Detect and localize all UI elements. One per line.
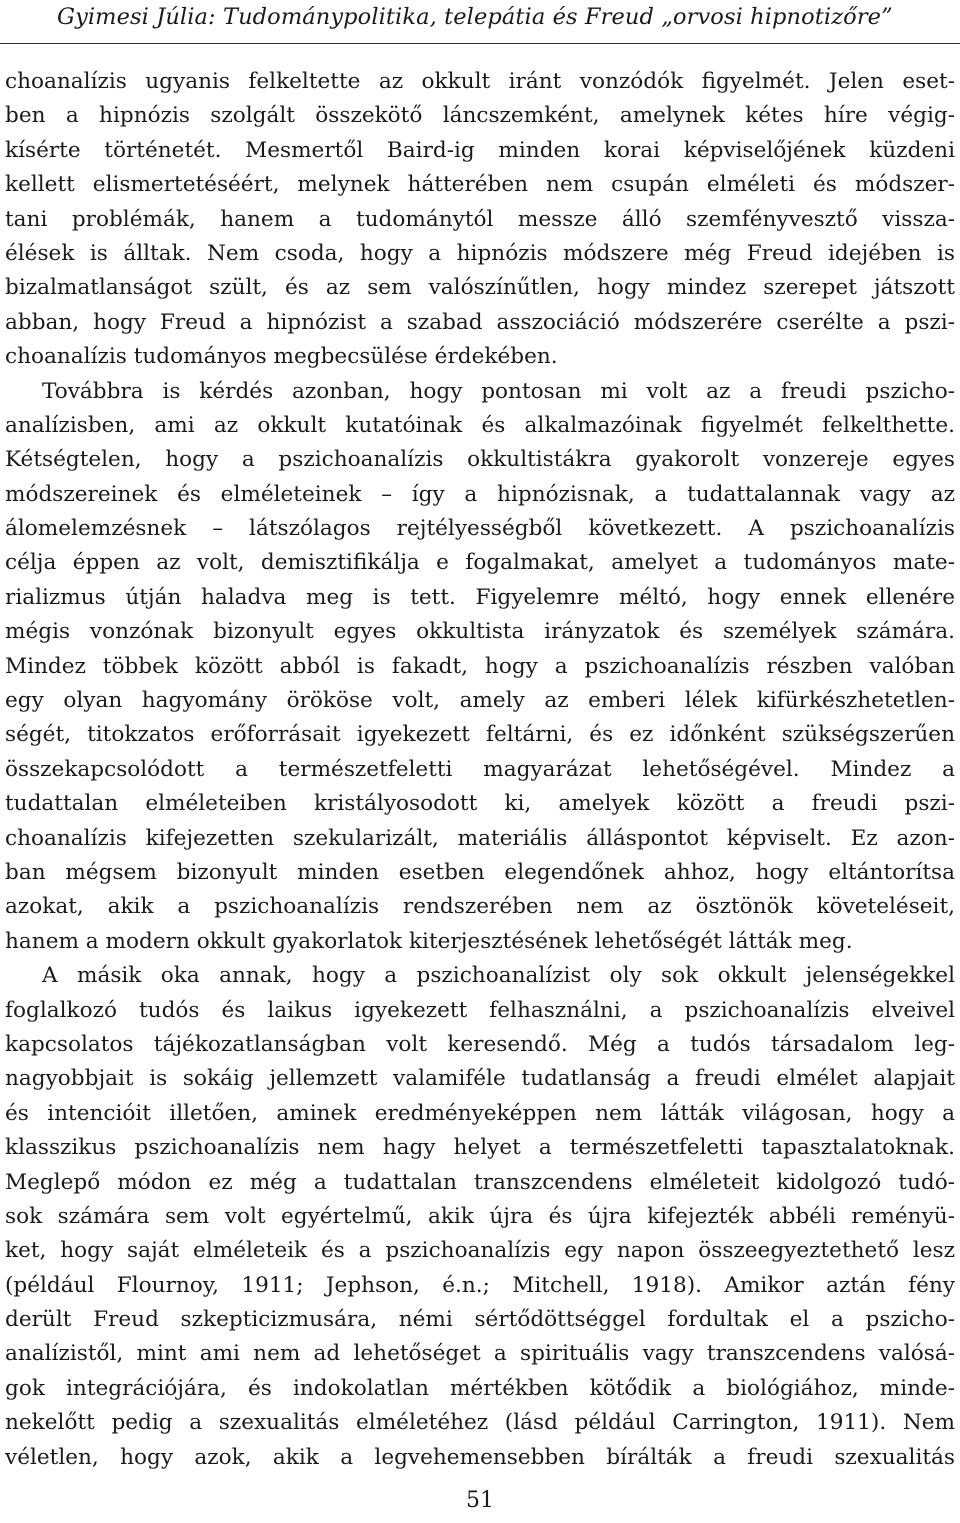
running-header — [0, 0, 960, 44]
text-line: kísérte történetét. Mesmertől Baird-ig minden korai képviselőjének küzdeni — [5, 137, 955, 163]
body-text — [5, 65, 955, 1475]
text-line: abban, hogy Freud a hipnózist a szabad asszociáció módszerére cserélte a pszi- — [5, 309, 955, 335]
text-line: gok integrációjára, és indokolatlan mértékben kötődik a biológiához, minde- — [5, 1375, 955, 1401]
text-line: álomelemzésnek – látszólagos rejtélyességből következett. A pszichoanalízis — [5, 516, 955, 542]
text-line: egy olyan hagyomány örököse volt, amely az emberi lélek kifürkészhetetlen- — [5, 688, 955, 714]
text-line: sok számára sem volt egyértelmű, akik újra és újra kifejezték abbéli reményü- — [5, 1203, 955, 1229]
text-line: nekelőtt pedig a szexualitás elméletéhez (lásd például Carrington, 1911). Nem — [5, 1410, 955, 1436]
text-line: derült Freud szkepticizmusára, némi sértődöttséggel fordultak el a pszicho- — [5, 1307, 955, 1333]
text-line: kapcsolatos tájékozatlanságban volt keresendő. Még a tudós társadalom leg- — [5, 1031, 955, 1057]
text-line: azokat, akik a pszichoanalízis rendszerében nem az ösztönök követeléseit, — [5, 894, 955, 920]
text-line: choanalízis tudományos megbecsülése érdekében. — [5, 344, 558, 370]
text-line: A másik oka annak, hogy a pszichoanalízist oly sok okkult jelenségekkel — [42, 963, 955, 989]
text-line: ben a hipnózis szolgált összekötő láncszemként, amelynek kétes híre végig- — [5, 103, 955, 129]
text-line: mégis vonzónak bizonyult egyes okkultista irányzatok és személyek számára. — [5, 619, 955, 645]
text-line: Kétségtelen, hogy a pszichoanalízis okkultistákra gyakorolt vonzereje egyes — [5, 447, 955, 473]
text-line: összekapcsolódott a természetfeletti magyarázat lehetőségével. Mindez a — [5, 756, 955, 782]
text-line: Meglepő módon ez még a tudattalan transzcendens elméleteit kidolgozó tudó- — [5, 1169, 955, 1195]
text-line: (például Flournoy, 1911; Jephson, é.n.; Mitchell, 1918). Amikor aztán fény — [5, 1272, 955, 1298]
text-line: foglalkozó tudós és laikus igyekezett felhasználni, a pszichoanalízis elveivel — [5, 997, 955, 1023]
text-line: rializmus útján haladva meg is tett. Figyelemre méltó, hogy ennek ellenére — [5, 584, 955, 610]
text-line: kellett elismertetéséért, melynek hátterében nem csupán elméleti és módszer- — [5, 172, 955, 198]
text-line: tudattalan elméleteiben kristályosodott ki, amelyek között a freudi pszi- — [5, 791, 955, 817]
text-line: choanalízis ugyanis felkeltette az okkult iránt vonzódók figyelmét. Jelen eset- — [5, 69, 955, 94]
text-line: Továbbra is kérdés azonban, hogy pontosan mi volt az a freudi pszicho- — [42, 378, 955, 404]
text-line: és intencióit illetően, aminek eredményeképpen nem látták világosan, hogy a — [5, 1100, 955, 1126]
text-line: nagyobbjait is sokáig jellemzett valamiféle tudatlanság a freudi elmélet alapjait — [5, 1066, 955, 1092]
text-line: Mindez többek között abból is fakadt, hogy a pszichoanalízis részben valóban — [5, 653, 955, 679]
text-line: analízisben, ami az okkult kutatóinak és alkalmazóinak figyelmét felkelthette. — [5, 412, 955, 438]
text-line: élések is álltak. Nem csoda, hogy a hipnózis módszere még Freud idejében is — [5, 240, 955, 266]
text-line: véletlen, hogy azok, akik a legvehemensebben bírálták a freudi szexualitás — [5, 1444, 955, 1470]
text-line: hanem a modern okkult gyakorlatok kiterjesztésének lehetőségét látták meg. — [5, 928, 853, 954]
text-line: bizalmatlanságot szült, és az sem valószínűtlen, hogy mindez szerepet játszott — [5, 275, 955, 301]
text-line: ket, hogy saját elméleteik és a pszichoanalízis egy napon összeegyeztethető lesz — [5, 1238, 955, 1264]
text-line: tani problémák, hanem a tudománytól messze álló szemfényvesztő vissza- — [5, 206, 955, 232]
text-line: analízistől, mint ami nem ad lehetőséget a spirituális vagy transzcendens valósá- — [5, 1341, 955, 1367]
text-line: choanalízis kifejezetten szekularizált, materiális álláspontot képviselt. Ez azon- — [5, 825, 955, 851]
text-line: módszereinek és elméleteinek – így a hipnózisnak, a tudattalannak vagy az — [5, 481, 955, 507]
text-line: ban mégsem bizonyult minden esetben elegendőnek ahhoz, hogy eltántorítsa — [5, 859, 955, 885]
text-line: klasszikus pszichoanalízis nem hagy helyet a természetfeletti tapasztalatoknak. — [5, 1135, 955, 1161]
text-line: ségét, titokzatos erőforrásait igyekezett feltárni, és ez időnként szükségszerűen — [5, 722, 955, 748]
running-title: Gyimesi Júlia: Tudománypolitika, telepátia és Freud „orvosi hipnotizőre” — [57, 4, 893, 30]
text-line: célja éppen az volt, demisztifikálja e fogalmakat, amelyet a tudományos mate- — [5, 550, 955, 576]
page-number: 51 — [466, 1488, 494, 1513]
